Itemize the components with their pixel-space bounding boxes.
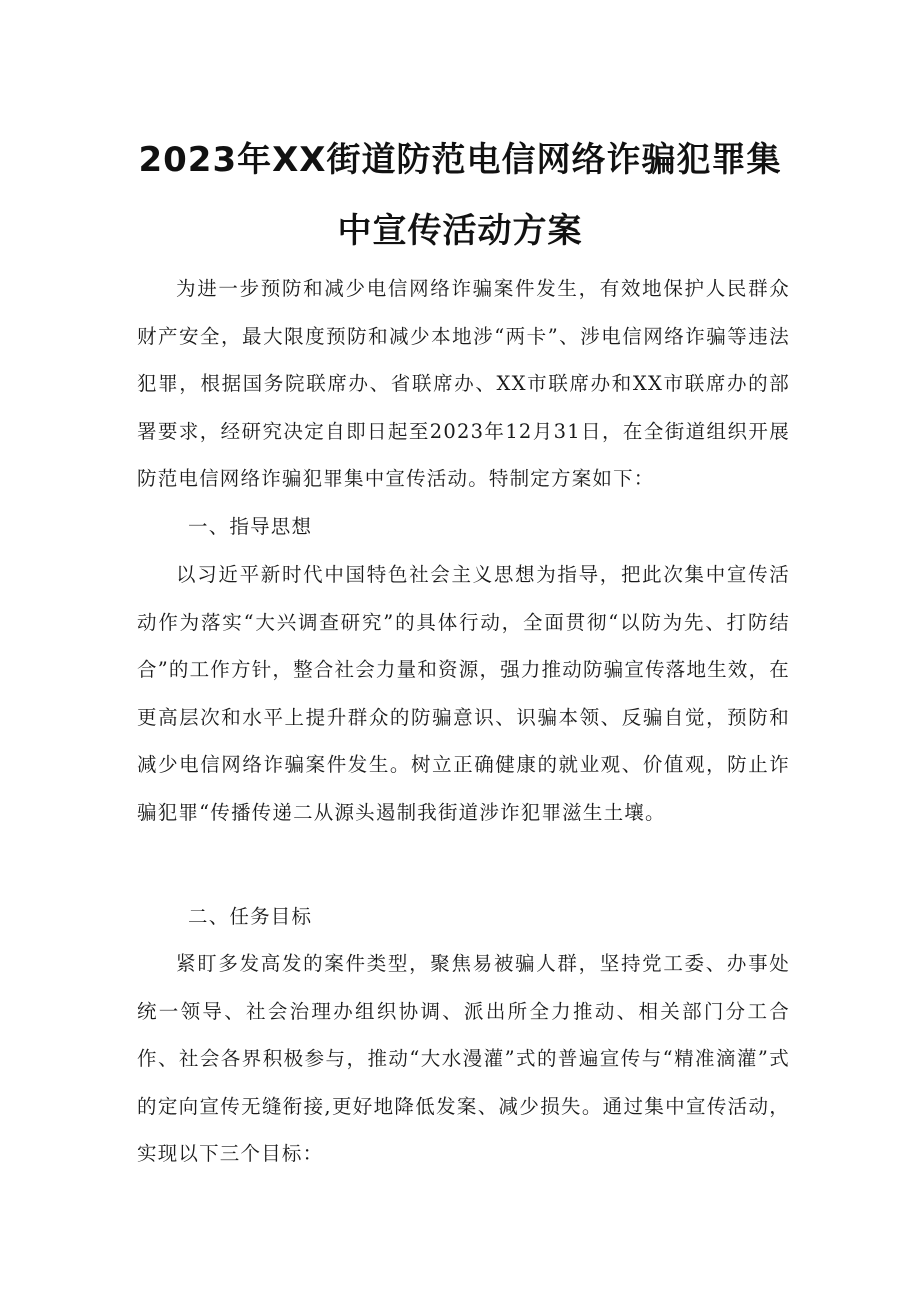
document-title-line-2: 中宣传活动方案 <box>337 211 583 251</box>
intro-paragraph: 为进一步预防和减少电信网络诈骗案件发生，有效地保护人民群众财产安全，最大限度预防和减少本地涉“两卡”、涉电信网络诈骗等违法犯罪，根据国务院联席办、省联席办、XX市联席办和XX市联席办的部署要求，经研究决定自即日起至2023年12月31日，在全街道组织开展防范电信网络诈骗犯罪集中宣传活动。特制定方案如下： <box>137 277 790 490</box>
document-title-line-1: 2023年XX街道防范电信网络诈骗犯罪集 <box>138 140 782 180</box>
section-heading-task-goals: 二、任务目标 <box>188 905 313 928</box>
section-paragraph-guiding-ideology: 以习近平新时代中国特色社会主义思想为指导，把此次集中宣传活动作为落实“大兴调查研究”的具体行动，全面贯彻“以防为先、打防结合”的工作方针，整合社会力量和资源，强力推动防骗宣传落地生效，在更高层次和水平上提升群众的防骗意识、识骗本领、反骗自觉，预防和减少电信网络诈骗案件发生。树立正确健康的就业观、价值观，防止诈骗犯罪“传播传递二从源头遏制我街道涉诈犯罪滋生土壤。 <box>137 563 790 824</box>
section-paragraph-task-goals: 紧盯多发高发的案件类型，聚焦易被骗人群，坚持党工委、办事处统一领导、社会治理办组织协调、派出所全力推动、相关部门分工合作、社会各界积极参与，推动“大水漫灌”式的普遍宣传与“精准滴灌”式的定向宣传无缝衔接,更好地降低发案、减少损失。通过集中宣传活动，实现以下三个目标： <box>137 952 790 1165</box>
section-heading-guiding-ideology: 一、指导思想 <box>188 515 313 538</box>
